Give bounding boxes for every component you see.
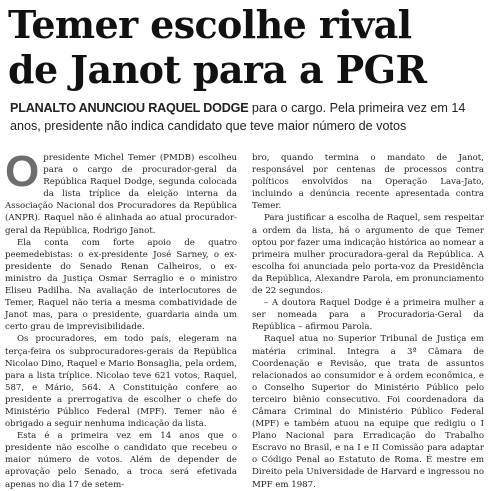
paragraph: – A doutora Raquel Dodge é a primeira mulher a ser nomeada para a Procuradoria-Geral da República – afirmou Parola. — [252, 298, 484, 333]
paragraph: Ela conta com forte apoio de quatro peemedebistas: o ex-presidente José Sarney, o ex-presidente do Senado Renan Calheiros, o ex-ministro da Justiça Osmar Serraglio e o ministro Eliseu Padilha. Na avaliação de interlocutores de Temer, Raquel não teria a mesma combatividade de Janot mas, para o presidente, guardaria ainda um certo grau de imprevisibilidade. — [5, 237, 237, 333]
paragraph: Os procuradores, em todo país, elegeram na terça-feira os subprocuradores-gerais da República Nicolao Dino, Raquel e Mario Bonsaglia, pela ordem, para a lista tríplice. Nicolao teve 621 votos, Raquel, 587, e Mário, 564. A Constituição confere ao presidente a prerrogativa de escolher o chefe do Ministério Público Federal (MPF). Temer não é obrigado a seguir nenhuma indicação da lista. — [5, 334, 237, 430]
deck-text: para o cargo. Pela primeira vez em 14 anos, presidente não indica candidato que teve maior número de votos — [10, 101, 466, 133]
article-column-left — [5, 147, 237, 491]
article-column-right — [252, 152, 484, 491]
paragraph: Para justificar a escolha de Raquel, sem respeitar a ordem da lista, há o argumento de que Temer optou por fazer uma indicação histórica ao nomear a primeira mulher procuradora-geral da República. A escolha foi anunciada pelo porta-voz da Presidência da República, Alexandre Parola, em pronunciamento de 22 segundos. — [252, 213, 484, 297]
deck-kicker: PLANALTO ANUNCIOU RAQUEL DODGE — [10, 101, 249, 115]
deck — [10, 99, 480, 135]
paragraph: Opresidente Michel Temer (PMDB) escolheu para o cargo de procurador-geral da República Raquel Dodge, segunda colocada da lista tríplice da eleição interna da Associação Nacional dos Procuradores da República (ANPR). Raquel não é alinhada ao atual procurador-geral da República, Rodrigo Janot. — [5, 147, 237, 236]
paragraph: bro, quando termina o mandato de Janot, responsável por centenas de processos contra políticos envolvidos na Operação Lava-Jato, incluindo a denúncia recente apresentada contra Temer. — [252, 153, 484, 212]
paragraph: Raquel atua no Superior Tribunal de Justiça em matéria criminal. Integra a 3ª Câmara de Coordenação e Revisão, que trata de assuntos relacionados ao consumidor e à ordem econômica, e o Conselho Superior do Ministério Público pelo terceiro biênio consecutivo. Foi coordenadora da Câmara Criminal do Ministério Público Federal (MPF) e também atuou na equipe que redigiu o I Plano Nacional para Erradicação do Trabalho Escravo no Brasil, e na I e II Comissão para adaptar o Código Penal ao Estatuto de Roma. É mestre em Direito pela Universidade de Harvard e ingressou no MPF em 1987. — [252, 334, 484, 490]
paragraph: Esta é a primeira vez em 14 anos que o presidente não escolhe o candidato que recebeu o maior número de votos. Além de depender de aprovação pelo Senado, a troca será efetivada apenas no dia 17 de setem- — [5, 431, 237, 490]
headline-line-2: de Janot para a PGR — [8, 47, 427, 92]
headline — [8, 2, 484, 92]
drop-cap: O — [5, 147, 40, 196]
headline-line-1: Temer escolhe rival — [8, 2, 412, 47]
